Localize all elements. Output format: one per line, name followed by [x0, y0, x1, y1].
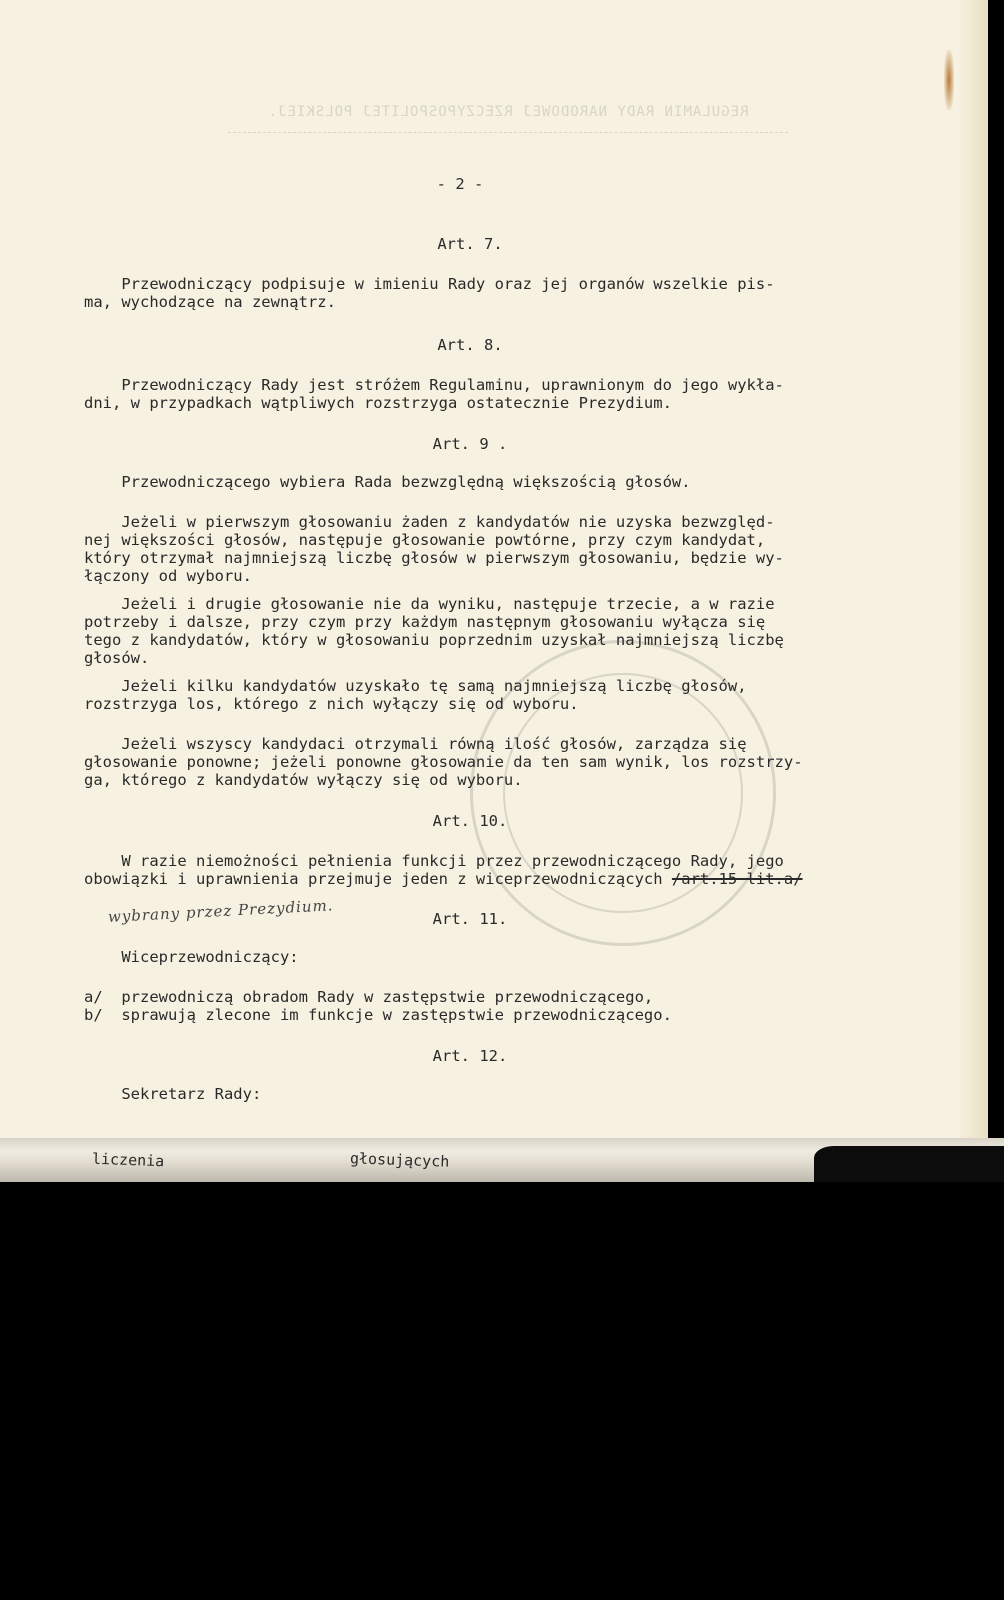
strip-fragment-2: głosujących — [349, 1149, 450, 1171]
bleed-through-heading: REGULAMIN RADY NARODOWEJ RZECZYPOSPOLITEJ POLSKIEJ. — [267, 104, 749, 120]
bleed-through-rule — [228, 132, 788, 133]
article-10-line-2 — [84, 871, 803, 888]
underlying-page-strip — [0, 1138, 1004, 1182]
article-9-p1-line-1: Przewodniczącego wybiera Rada bezwzględną większością głosów. — [84, 473, 691, 491]
article-9-p3-line-2: potrzeby i dalsze, przy czym przy każdym następnym głosowaniu wyłącza się — [84, 613, 766, 631]
article-9-p3-line-3: tego z kandydatów, który w głosowaniu poprzednim uzyskał najmniejszą liczbę — [84, 631, 784, 649]
article-heading-12: Art. 12. — [432, 1047, 508, 1065]
article-7-line-2: ma, wychodzące na zewnątrz. — [84, 293, 336, 311]
article-heading-11: Art. 11. — [432, 910, 508, 928]
article-heading-10: Art. 10. — [432, 812, 508, 830]
article-9-p2-line-1: Jeżeli w pierwszym głosowaniu żaden z kandydatów nie uzyska bezwzględ- — [84, 513, 775, 531]
article-11-item-b: b/ sprawują zlecone im funkcje w zastępstwie przewodniczącego. — [84, 1006, 672, 1024]
article-9-p3-line-1: Jeżeli i drugie głosowanie nie da wyniku, następuje trzecie, a w razie — [84, 595, 775, 613]
struck-reference: /art.15 lit.a/ — [671, 870, 803, 888]
article-9-p4-line-2: rozstrzyga los, którego z nich wyłączy się od wyboru. — [84, 695, 579, 713]
article-heading-7: Art. 7. — [437, 235, 503, 253]
article-9-p2-line-4: łączony od wyboru. — [84, 567, 252, 585]
article-9-p5-line-3: ga, którego z kandydatów wyłączy się od wyboru. — [84, 771, 523, 789]
article-8-line-1: Przewodniczący Rady jest stróżem Regulaminu, uprawnionym do jego wykła- — [84, 376, 784, 394]
article-9-p4-line-1: Jeżeli kilku kandydatów uzyskało tę samą najmniejszą liczbę głosów, — [84, 677, 747, 695]
rust-stain — [944, 50, 954, 110]
article-11-item-a: a/ przewodniczą obradom Rady w zastępstwie przewodniczącego, — [84, 988, 654, 1006]
article-9-p5-line-2: głosowanie ponowne; jeżeli ponowne głosowanie da ten sam wynik, los rozstrzy- — [84, 753, 803, 771]
dark-fold — [814, 1146, 1004, 1182]
article-10-line-1: W razie niemożności pełnienia funkcji przez przewodniczącego Rady, jego — [84, 852, 784, 870]
article-12-intro: Sekretarz Rady: — [84, 1085, 262, 1103]
article-11-intro: Wiceprzewodniczący: — [84, 948, 299, 966]
article-heading-9: Art. 9 . — [432, 435, 508, 453]
page-number: - 2 - — [436, 175, 484, 193]
article-10-line-2-text: obowiązki i uprawnienia przejmuje jeden z wiceprzewodniczących — [84, 870, 672, 888]
article-9-p3-line-4: głosów. — [84, 649, 150, 667]
article-9-p5-line-1: Jeżeli wszyscy kandydaci otrzymali równą ilość głosów, zarządza się — [84, 735, 747, 753]
article-9-p2-line-2: nej większości głosów, następuje głosowanie powtórne, przy czym kandydat, — [84, 531, 766, 549]
article-9-p2-line-3: który otrzymał najmniejszą liczbę głosów w pierwszym głosowaniu, będzie wy- — [84, 549, 784, 567]
article-heading-8: Art. 8. — [437, 336, 503, 354]
strip-fragment-1: liczenia — [91, 1149, 165, 1171]
article-8-line-2: dni, w przypadkach wątpliwych rozstrzyga ostatecznie Prezydium. — [84, 394, 672, 412]
handwritten-note: wybrany przez Prezydium. — [107, 896, 334, 926]
article-7-line-1: Przewodniczący podpisuje w imieniu Rady oraz jej organów wszelkie pis- — [84, 275, 775, 293]
